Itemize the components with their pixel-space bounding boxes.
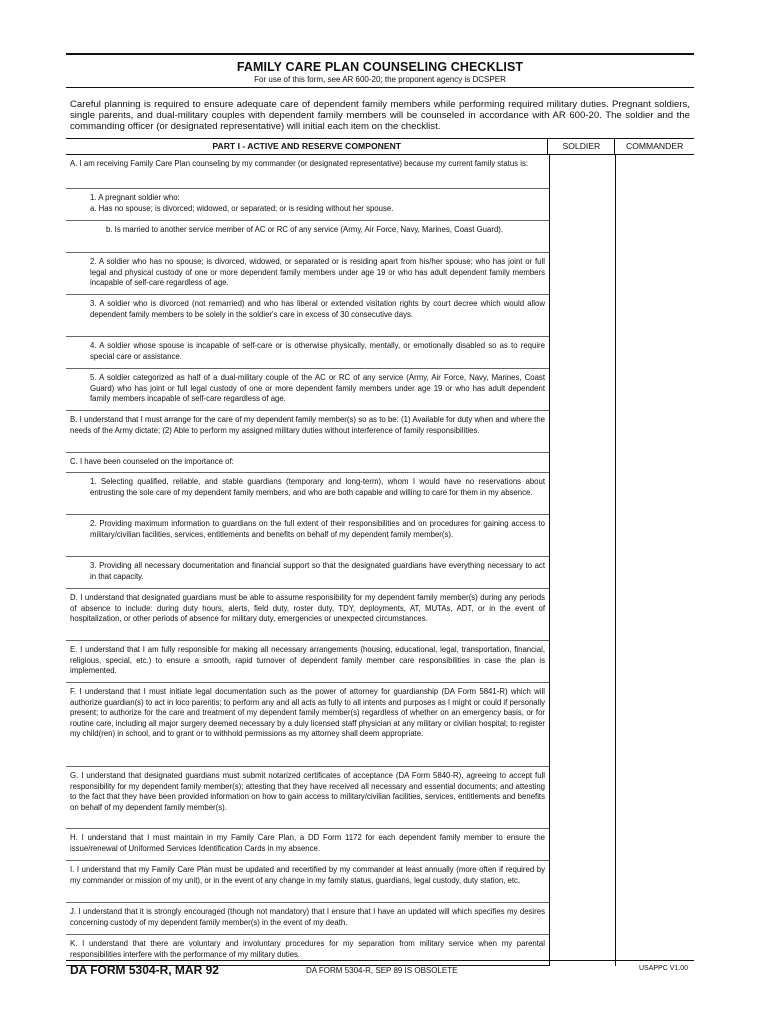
soldier-column-header: SOLDIER	[547, 139, 614, 154]
checklist-item: I. I understand that my Family Care Plan must be updated and recertified by my commander at least annually (more often if required by my commander or mission of my unit), or in the event of any change in my family status, guardians, legal custody, duty station, etc.	[66, 861, 549, 903]
checklist-item: H. I understand that I must maintain in my Family Care Plan, a DD Form 1172 for each dependent family member to ensure the issue/renewal of Uniformed Services Identification Cards in my absence.	[66, 829, 549, 861]
checklist-item: E. I understand that I am fully responsible for making all necessary arrangements (housing, educational, legal, transportation, financial, religious, special, etc.) to ensure a smooth, rapid turnover of dependent family member care responsibilities in case the plan is implemented.	[66, 641, 549, 683]
form-title: FAMILY CARE PLAN COUNSELING CHECKLIST	[236, 60, 524, 74]
version-label: USAPPC V1.00	[638, 965, 688, 972]
checklist-item: 2. Providing maximum information to guardians on the full extent of their responsibilities and on procedures for gaining access to military/civilian facilities, services, entitlements and benefits on behalf of my dependent family member(s).	[66, 515, 549, 557]
table-header	[66, 138, 694, 155]
checklist-item: K. I understand that there are voluntary and involuntary procedures for my separation from military service when my parental responsibilities interfere with the performance of my military duties.	[66, 935, 549, 966]
checklist-item: J. I understand that it is strongly encouraged (though not mandatory) that I ensure that I have an updated will which specifies my desires concerning custody of my dependent family member(s) in the event of my death.	[66, 903, 549, 935]
checklist-item: G. I understand that designated guardians must submit notarized certificates of acceptance (DA Form 5840-R), agreeing to accept full responsibility for my dependent family member(s); attesting that they have received all necessary and essential documents; and attesting to the fact that they have been provided information on how to gain access to military/civilian facilities, services, entitlements and benefits on behalf of my dependent family member(s).	[66, 767, 549, 829]
form-sheet	[66, 53, 694, 966]
checklist-item: 3. Providing all necessary documentation and financial support so that the designated guardians have everything necessary to act in that capacity.	[66, 557, 549, 589]
obsolete-notice: DA FORM 5304-R, SEP 89 IS OBSOLETE	[306, 966, 458, 975]
form-number: DA FORM 5304-R, MAR 92	[70, 963, 219, 977]
form-footer	[66, 961, 694, 981]
checklist-item: B. I understand that I must arrange for the care of my dependent family member(s) so as to be: (1) Available for duty when and where the needs of the Army dictate; (2) Able to perform my assigned military duties without interference of family responsibilities.	[66, 411, 549, 453]
checklist-item: A. I am receiving Family Care Plan counseling by my commander (or designated representative) because my current family status is:	[66, 155, 549, 189]
part-heading: PART I - ACTIVE AND RESERVE COMPONENT	[212, 141, 402, 151]
checklist-item: 5. A soldier categorized as half of a dual-military couple of the AC or RC of any service (Army, Air Force, Navy, Marines, Coast Guard) who has joint or full legal custody of one or more dependent family members under age 19 or who has adult dependent family members incapable of self-care regardless of age.	[66, 369, 549, 411]
commander-column-divider	[615, 155, 616, 966]
checklist-item: 1. A pregnant soldier who: a. Has no spouse; is divorced; widowed, or separated; or is residing without her spouse.	[66, 189, 549, 221]
checklist-item: 2. A soldier who has no spouse; is divorced, widowed, or separated or is residing apart from his/her spouse; who has joint or full legal and physical custody of one or more dependent family members under age 19 or who has adult dependent family members incapable of self-care regardless of age.	[66, 253, 549, 295]
checklist-table	[66, 155, 694, 966]
checklist-rows	[66, 155, 694, 966]
top-rule	[66, 53, 694, 55]
checklist-item: 4. A soldier whose spouse is incapable of self-care or is otherwise physically, mentally, or emotionally disabled so as to require special care or assistance.	[66, 337, 549, 369]
checklist-item: 1. Selecting qualified, reliable, and stable guardians (temporary and long-term), whom I would have no reservations about entrusting the sole care of my dependent family members, and who are both capable and willing to care for them in my absence.	[66, 473, 549, 515]
commander-column-header: COMMANDER	[614, 139, 694, 154]
intro-paragraph: Careful planning is required to ensure adequate care of dependent family members while performing required military duties. Pregnant soldiers, single parents, and dual-military couples with dependent family members will be counseled in accordance with AR 600-20. The soldier and the commanding officer (or designated representative) will initial each item on the checklist.	[70, 99, 690, 132]
soldier-column-divider	[549, 155, 550, 966]
checklist-item: 3. A soldier who is divorced (not remarried) and who has liberal or extended visitation rights by court decree which would allow dependent family members to be solely in the soldier's care in excess of 30 consecutive days.	[66, 295, 549, 337]
checklist-item: F. I understand that I must initiate legal documentation such as the power of attorney for guardianship (DA Form 5841-R) which will authorize guardian(s) to act in loco parentis; to perform any and all acts as fully to all intents and purposes as I might or could if personally present; to authorize for the care and treatment of my dependent family member(s) regardless of whether on an emergency basis, or for routine care, including all major surgery deemed necessary by a duly licensed staff physician at any military or civilian hospital; to register my child(ren) in school, and to grant or to withhold permissions as my attorney shall deem appropriate.	[66, 683, 549, 767]
checklist-item: D. I understand that designated guardians must be able to assume responsibility for my dependent family member(s) during any periods of absence to include: during duty hours, alerts, field duty, roster duty, TDY, deployments, AT, MUTAs, ADT, or in the event of hospitalization, or other periods of absence for military duty, emergencies or unexpected circumstances.	[66, 589, 549, 641]
checklist-item: b. Is married to another service member of AC or RC of any service (Army, Air Force, Navy, Marines, Coast Guard).	[66, 221, 549, 253]
checklist-item: C. I have been counseled on the importance of:	[66, 453, 549, 473]
form-subtitle: For use of this form, see AR 600-20; the proponent agency is DCSPER	[66, 75, 694, 88]
